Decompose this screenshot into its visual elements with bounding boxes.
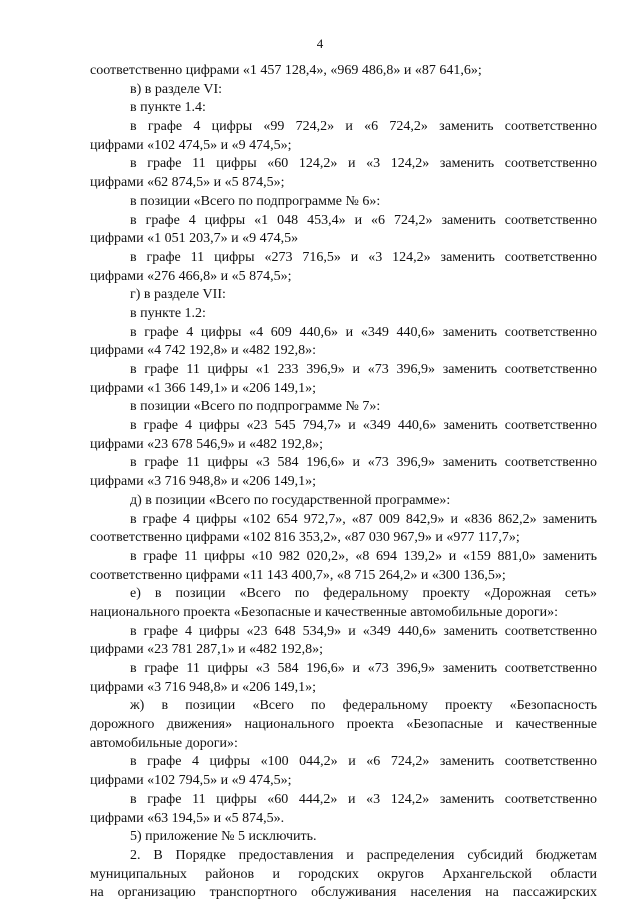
- text-line: в графе 11 цифры «60 444,2» и «3 124,2» заменить соответственно: [130, 791, 597, 807]
- text-line: муниципальных районов и городских округов Архангельской области: [90, 866, 597, 882]
- text-line: в графе 4 цифры «4 609 440,6» и «349 440,6» заменить соответственно: [130, 324, 597, 340]
- text-line: цифрами «23 678 546,9» и «482 192,8»;: [90, 436, 324, 452]
- text-line: в позиции «Всего по подпрограмме № 7»:: [130, 399, 381, 415]
- text-line: г) в разделе VII:: [130, 287, 226, 303]
- text-line: в графе 4 цифры «1 048 453,4» и «6 724,2» заменить соответственно: [130, 212, 597, 228]
- text-line: в графе 11 цифры «273 716,5» и «3 124,2» заменить соответственно: [130, 249, 597, 265]
- text-line: цифрами «1 366 149,1» и «206 149,1»;: [90, 380, 317, 396]
- text-line: в пункте 1.2:: [130, 305, 206, 321]
- text-line: в позиции «Всего по подпрограмме № 6»:: [130, 193, 381, 209]
- text-line: соответственно цифрами «1 457 128,4», «969 486,8» и «87 641,6»;: [90, 63, 482, 78]
- text-line: 2. В Порядке предоставления и распределения субсидий бюджетам: [130, 847, 597, 863]
- text-line: д) в позиции «Всего по государственной программе»:: [130, 492, 451, 508]
- text-line: цифрами «102 794,5» и «9 474,5»;: [90, 773, 292, 789]
- text-line: соответственно цифрами «11 143 400,7», «8 715 264,2» и «300 136,5»;: [90, 567, 506, 583]
- text-line: в графе 11 цифры «10 982 020,2», «8 694 139,2» и «159 881,0» заменить: [130, 548, 597, 564]
- text-line: 5) приложение № 5 исключить.: [130, 829, 317, 845]
- text-line: цифрами «276 466,8» и «5 874,5»;: [90, 268, 292, 284]
- text-line: в графе 4 цифры «99 724,2» и «6 724,2» заменить соответственно: [130, 119, 597, 135]
- text-line: соответственно цифрами «102 816 353,2», «87 030 967,9» и «977 117,7»;: [90, 530, 520, 546]
- text-line: в пункте 1.4:: [130, 100, 206, 116]
- text-line: е) в позиции «Всего по федеральному проекту «Дорожная сеть»: [130, 586, 597, 602]
- text-line: автомобильные дороги»:: [90, 735, 238, 751]
- text-line: на организацию транспортного обслуживания населения на пассажирских: [90, 885, 597, 901]
- text-line: в графе 11 цифры «3 584 196,6» и «73 396,9» заменить соответственно: [130, 455, 597, 471]
- text-line: в графе 11 цифры «3 584 196,6» и «73 396,9» заменить соответственно: [130, 661, 597, 676]
- text-line: цифрами «4 742 192,8» и «482 192,8»:: [90, 343, 317, 359]
- text-line: в графе 4 цифры «23 545 794,7» и «349 440,6» заменить соответственно: [130, 418, 597, 434]
- text-line: цифрами «102 474,5» и «9 474,5»;: [90, 137, 292, 153]
- text-line: дорожного движения» национального проекта «Безопасные и качественные: [90, 717, 597, 733]
- text-line: цифрами «62 874,5» и «5 874,5»;: [90, 175, 285, 191]
- text-line: ж) в позиции «Всего по федеральному проекту «Безопасность: [130, 698, 597, 714]
- text-line: в графе 11 цифры «1 233 396,9» и «73 396,9» заменить соответственно: [130, 362, 597, 377]
- text-line: в графе 4 цифры «23 648 534,9» и «349 440,6» заменить соответственно: [130, 623, 597, 639]
- text-line: цифрами «3 716 948,8» и «206 149,1»;: [90, 679, 317, 695]
- text-line: цифрами «63 194,5» и «5 874,5».: [90, 810, 285, 826]
- text-line: национального проекта «Безопасные и качественные автомобильные дороги»:: [90, 604, 559, 620]
- text-line: в графе 4 цифры «100 044,2» и «6 724,2» заменить соответственно: [130, 754, 597, 770]
- text-line: в) в разделе VI:: [130, 81, 223, 97]
- text-line: в графе 4 цифры «102 654 972,7», «87 009 842,9» и «836 862,2» заменить: [130, 511, 597, 527]
- document-body: [90, 62, 597, 903]
- text-line: в графе 11 цифры «60 124,2» и «3 124,2» заменить соответственно: [130, 156, 597, 172]
- text-line: цифрами «1 051 203,7» и «9 474,5»: [90, 231, 299, 247]
- text-line: цифрами «3 716 948,8» и «206 149,1»;: [90, 474, 317, 490]
- page-number: 4: [316, 36, 324, 51]
- text-line: цифрами «23 781 287,1» и «482 192,8»;: [90, 642, 324, 658]
